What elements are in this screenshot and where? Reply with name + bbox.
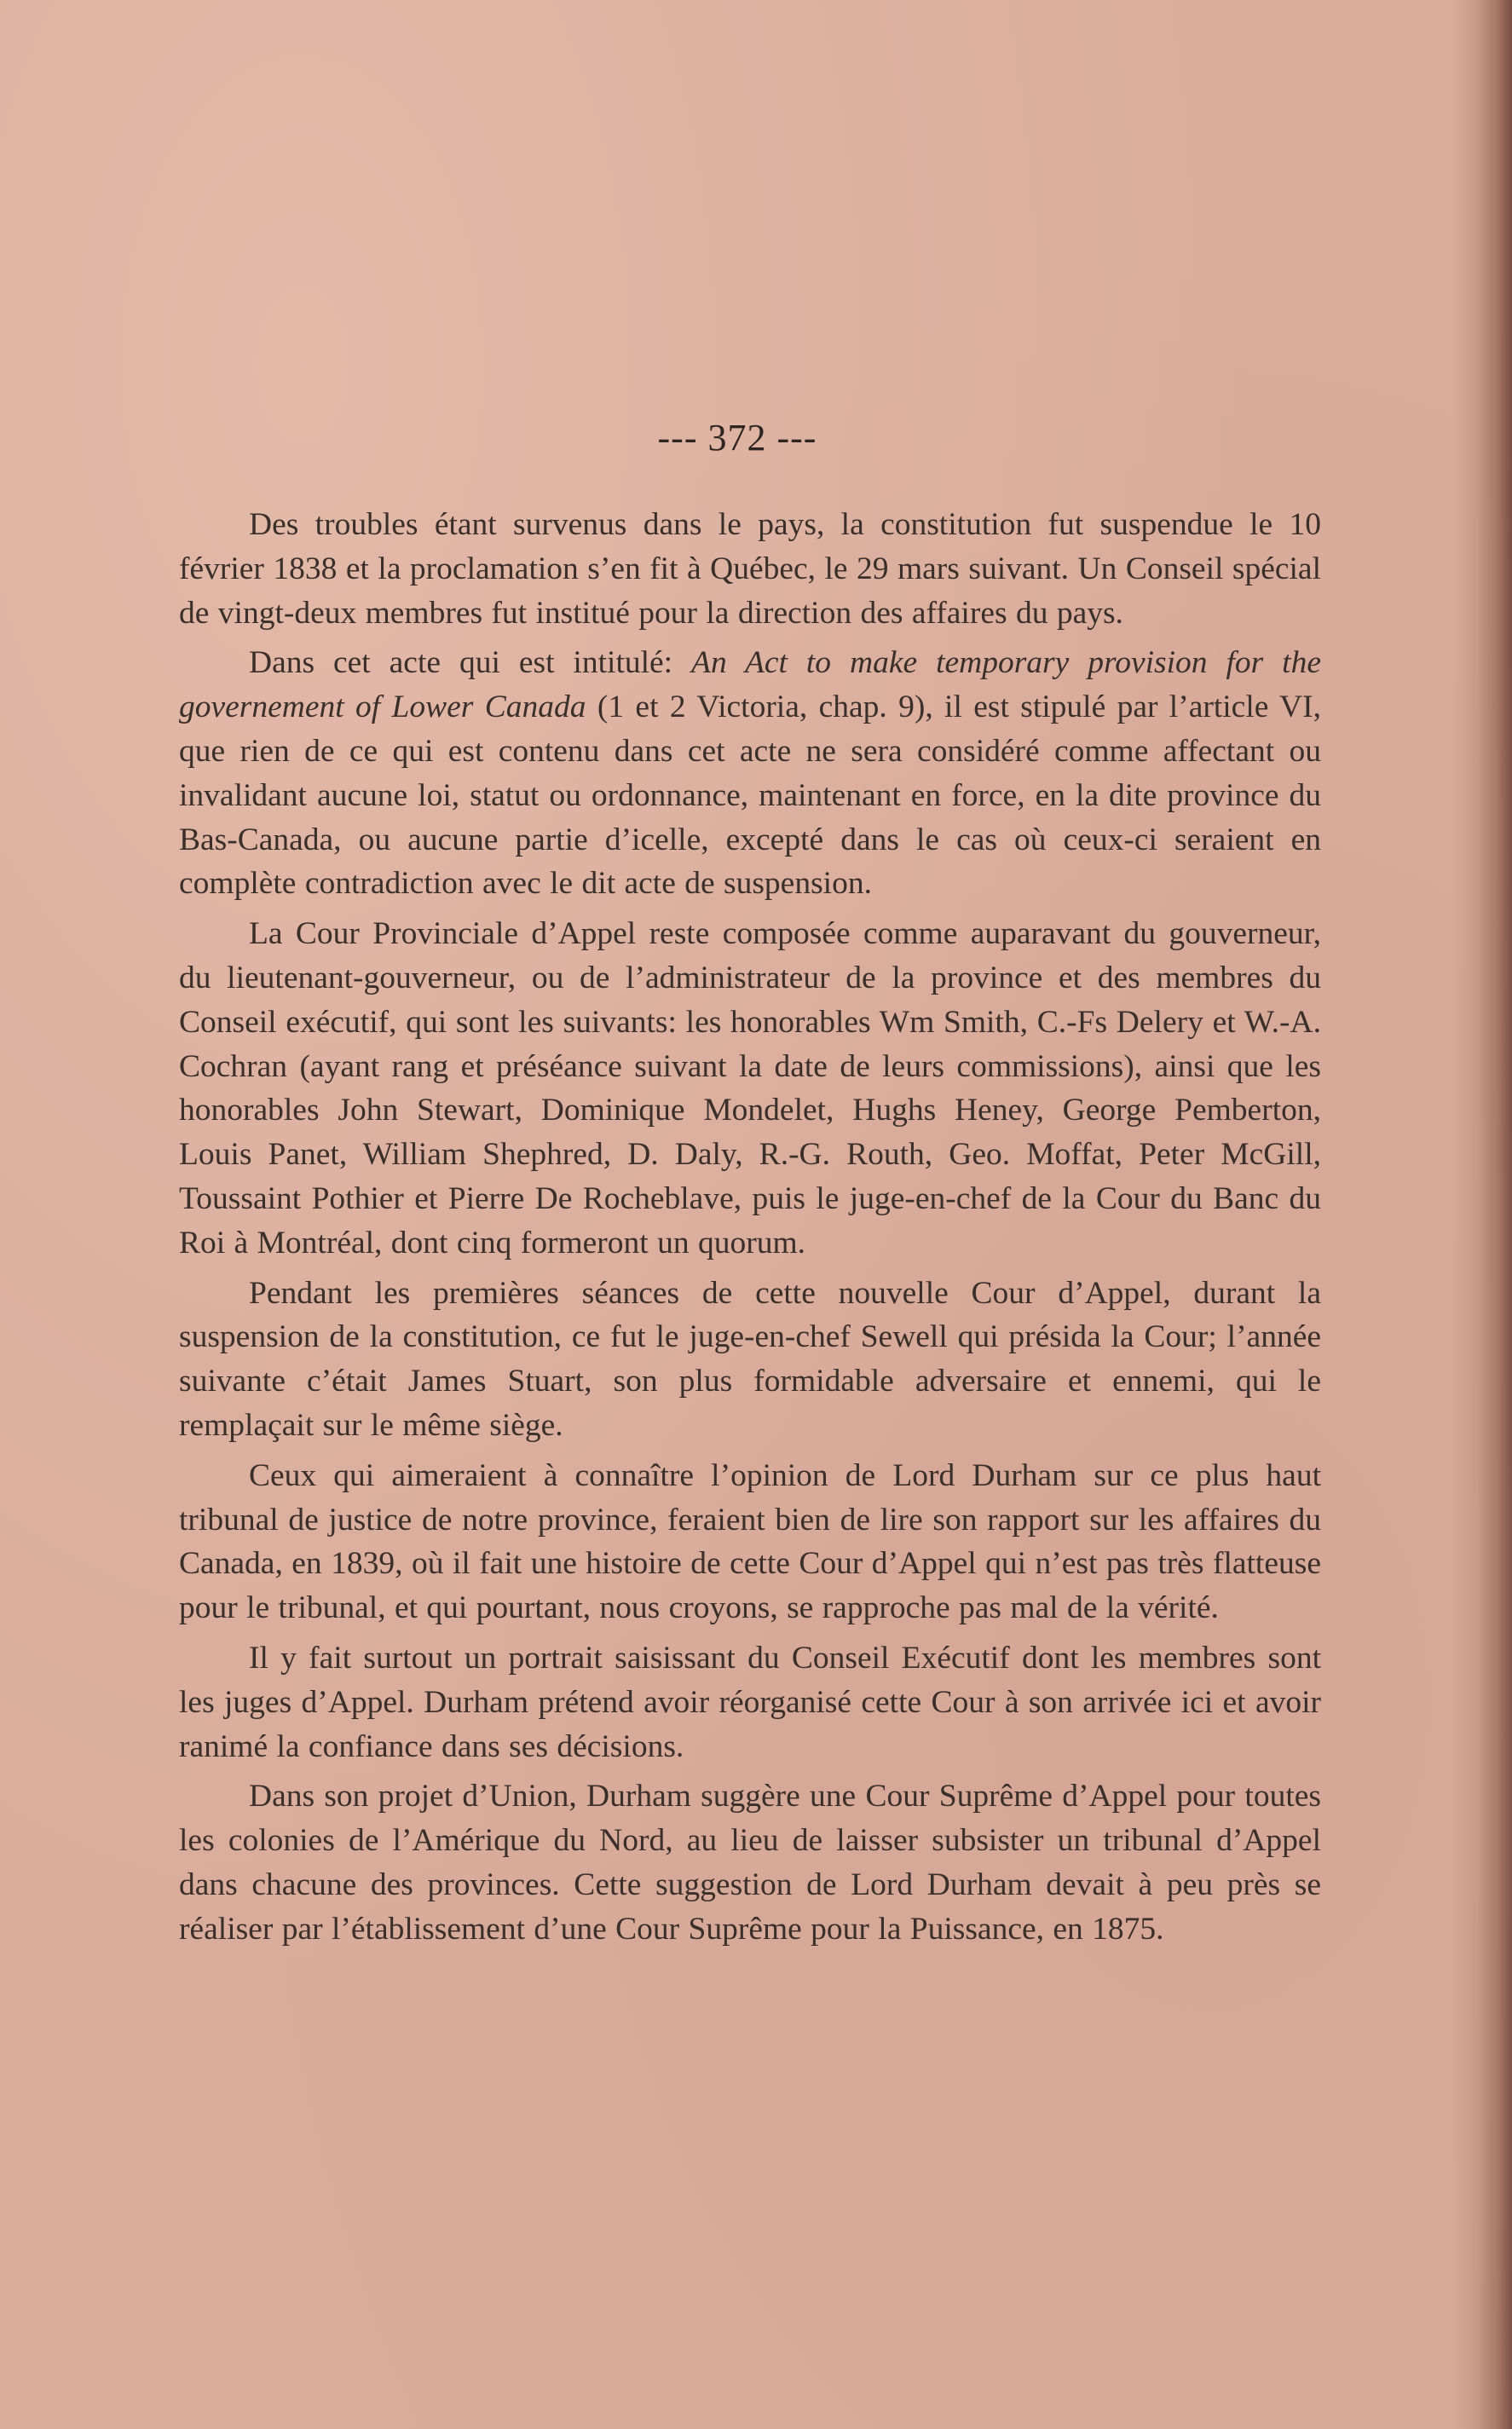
paragraph-2-intro: Dans cet acte qui est intitulé:: [249, 645, 692, 681]
paragraph-2: [179, 641, 1321, 906]
paragraph-7: Dans son projet d’Union, Durham suggère une Cour Suprême d’Appel pour toutes les colonies de l’Amérique du Nord, au lieu de laisser subsister un tribunal d’Appel dans chacune des provinces. Cette suggestion de Lord Durham devait à peu près se réaliser par l’établissement d’une Cour Suprême pour la Puissance, en 1875.: [179, 1779, 1321, 1947]
paragraph-1: Des troubles étant survenus dans le pays, la constitution fut suspendue le 10 février 1838 et la proclamation s’en fit à Québec, le 29 mars suivant. Un Conseil spécial de vingt-deux membres fut institué pour la direction des affaires du pays.: [179, 507, 1321, 631]
text-body: [179, 503, 1321, 1958]
act-title: An Act to make temporary provision for the governement of Lower Canada: [179, 645, 1321, 725]
paragraph-3: La Cour Provinciale d’Appel reste composée comme auparavant du gouverneur, du lieutenant-gouverneur, ou de l’administrateur de la province et des membres du Conseil exécutif, qui sont les suivants: les honorables Wm Smith, C.-Fs Delery et W.-A. Cochran (ayant rang et préséance suivant la date de leurs commissions), ainsi que les honorables John Stewart, Dominique Mondelet, Hughs Heney, George Pemberton, Louis Panet, William Shephred, D. Daly, R.-G. Routh, Geo. Moffat, Peter McGill, Toussaint Pothier et Pierre De Rocheblave, puis le juge-en-chef de la Cour du Banc du Roi à Montréal, dont cinq formeront un quorum.: [179, 916, 1321, 1261]
paragraph-2-rest: (1 et 2 Victoria, chap. 9), il est stipulé par l’article VI, que rien de ce qui est contenu dans cet acte ne sera considéré comme affectant ou invalidant aucune loi, statut ou ordonnance, maintenant en force, en la dite province du Bas-Canada, ou aucune partie d’icelle, excepté dans le cas où ceux-ci seraient en complète contradiction avec le dit acte de suspension.: [179, 689, 1321, 902]
page-number: --- 372 ---: [657, 417, 817, 459]
page-edge-shadow: [1478, 0, 1512, 2429]
paragraph-6: Il y fait surtout un portrait saisissant du Conseil Exécutif dont les membres sont les juges d’Appel. Durham prétend avoir réorganisé cette Cour à son arrivée ici et avoir ranimé la confiance dans ses décisions.: [179, 1640, 1321, 1764]
paragraph-5: Ceux qui aimeraient à connaître l’opinion de Lord Durham sur ce plus haut tribunal de justice de notre province, feraient bien de lire son rapport sur les affaires du Canada, en 1839, où il fait une histoire de cette Cour d’Appel qui n’est pas très flatteuse pour le tribunal, et qui pourtant, nous croyons, se rapproche pas mal de la vérité.: [179, 1457, 1321, 1626]
paragraph-4: Pendant les premières séances de cette nouvelle Cour d’Appel, durant la suspension de la constitution, ce fut le juge-en-chef Sewell qui présida la Cour; l’année suivante c’était James Stuart, son plus formidable adversaire et ennemi, qui le remplaçait sur le même siège.: [179, 1275, 1321, 1443]
